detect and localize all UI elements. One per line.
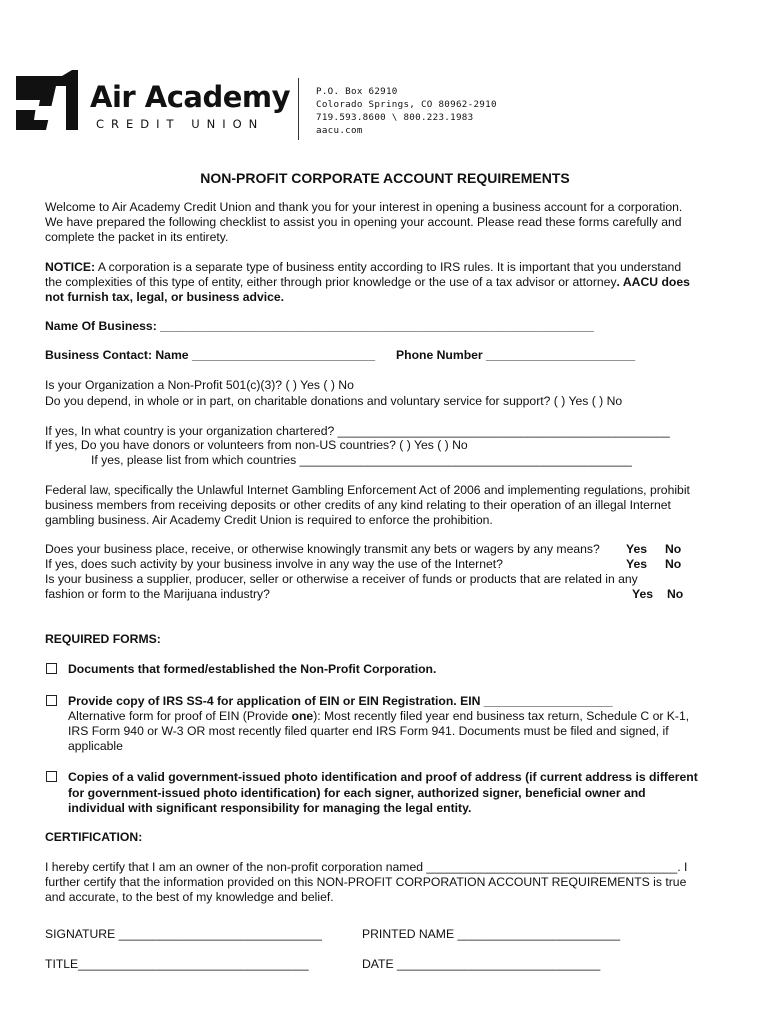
gambling-question-2: If yes, does such activity by your business involve in any way the use of the Internet?	[45, 557, 503, 571]
date-field[interactable]: DATE ______________________________	[362, 957, 601, 971]
certification-line-1[interactable]: I hereby certify that I am an owner of the non-profit corporation named _____________________________________. I	[45, 860, 688, 874]
intro-line-1: Welcome to Air Academy Credit Union and thank you for your interest in opening a business account for a corporation.	[45, 200, 683, 214]
notice-line-2	[45, 275, 690, 290]
notice-line-1	[45, 260, 681, 275]
certification-line-2: further certify that the information provided on this NON-PROFIT CORPORATION ACCOUNT REQUIREMENTS is true	[45, 875, 687, 889]
federal-law-line-3: gambling business. Air Academy Credit Union is required to enforce the prohibition.	[45, 513, 493, 527]
question-country-list[interactable]: If yes, please list from which countries _________________________________________________	[91, 453, 632, 467]
notice-text-2: the complexities of this type of entity, either through prior knowledge or the use of a tax advisor or attorney	[45, 275, 617, 289]
alt-pre: Alternative form for proof of EIN (Provide	[68, 709, 292, 723]
business-contact-field[interactable]: Business Contact: Name ___________________________	[45, 348, 375, 362]
page-title: NON-PROFIT CORPORATE ACCOUNT REQUIREMENTS	[200, 170, 570, 186]
federal-law-line-1: Federal law, specifically the Unlawful Internet Gambling Enforcement Act of 2006 and implementing regulations, prohibit	[45, 483, 690, 497]
printed-name-field[interactable]: PRINTED NAME ________________________	[362, 927, 621, 941]
address-website: aacu.com	[316, 125, 363, 136]
notice-text-1: A corporation is a separate type of business entity according to IRS rules. It is important that you understand	[95, 260, 682, 274]
checkbox-formation-documents[interactable]	[46, 663, 57, 674]
brand-subtitle: CREDIT UNION	[96, 117, 265, 131]
gambling-q1-yes[interactable]: Yes	[626, 542, 648, 556]
gambling-question-1: Does your business place, receive, or otherwise knowingly transmit any bets or wagers by any means?	[45, 542, 600, 556]
required-form-3-line-1: Copies of a valid government-issued photo identification and proof of address (if current address is different	[68, 770, 698, 784]
question-501c3[interactable]: Is your Organization a Non-Profit 501(c)(3)? ( ) Yes ( ) No	[45, 378, 354, 392]
question-foreign-donors[interactable]: If yes, Do you have donors or volunteers from non-US countries? ( ) Yes ( ) No	[45, 438, 468, 452]
question-charitable[interactable]: Do you depend, in whole or in part, on charitable donations and voluntary service for support? ( ) Yes ( ) No	[45, 394, 623, 408]
gambling-q3-no[interactable]: No	[667, 587, 684, 601]
certification-heading: CERTIFICATION:	[45, 830, 143, 844]
required-form-3-line-2: for government-issued photo identification) for each signer, authorized signer, beneficial owner and	[68, 786, 646, 800]
gambling-question-3b: fashion or form to the Marijuana industry?	[45, 587, 270, 601]
signature-field[interactable]: SIGNATURE ______________________________	[45, 927, 322, 941]
name-of-business-field[interactable]: Name Of Business: ________________________________________________________________	[45, 319, 594, 333]
brand-name: Air Academy	[90, 80, 291, 114]
gambling-q1-no[interactable]: No	[665, 542, 682, 556]
checkbox-ein[interactable]	[46, 695, 57, 706]
required-form-2-line-4: applicable	[68, 739, 123, 753]
federal-law-line-2: business members from receiving deposits or other credits of any kind relating to their operation of an illegal Internet	[45, 498, 671, 512]
notice-label: NOTICE:	[45, 260, 96, 274]
address-po-box: P.O. Box 62910	[316, 86, 398, 97]
required-form-2-line-3: IRS Form 940 or W-3 OR most recently filed quarter end IRS Form 941. Documents must be filed and signed, if	[68, 724, 669, 738]
title-field[interactable]: TITLE__________________________________	[45, 957, 309, 971]
header-divider	[298, 78, 299, 140]
gambling-q3-yes[interactable]: Yes	[632, 587, 654, 601]
required-form-1: Documents that formed/established the Non-Profit Corporation.	[68, 662, 437, 676]
certification-line-3: and accurate, to the best of my knowledge and belief.	[45, 890, 334, 904]
logo-mark-icon	[16, 70, 86, 134]
required-form-2: Provide copy of IRS SS-4 for application of EIN or EIN Registration. EIN ___________________	[68, 694, 613, 708]
required-form-2-alt	[68, 709, 689, 724]
address-block	[316, 85, 497, 137]
phone-number-field[interactable]: Phone Number ______________________	[396, 348, 636, 362]
checkbox-photo-id[interactable]	[46, 771, 57, 782]
gambling-q2-no[interactable]: No	[665, 557, 682, 571]
gambling-q2-yes[interactable]: Yes	[626, 557, 648, 571]
alt-post: ): Most recently filed year end business tax return, Schedule C or K-1,	[313, 709, 690, 723]
alt-bold: one	[291, 709, 314, 723]
required-forms-heading: REQUIRED FORMS:	[45, 632, 161, 646]
intro-line-2: We have prepared the following checklist to assist you in opening your account. Please read these forms carefully and	[45, 215, 682, 229]
address-phone: 719.593.8600 \ 800.223.1983	[316, 112, 474, 123]
required-form-3-line-3: individual with significant responsibility for managing the legal entity.	[68, 801, 472, 815]
intro-line-3: complete the packet in its entirety.	[45, 230, 229, 244]
notice-text-2-bold: . AACU does	[616, 275, 690, 289]
notice-line-3: not furnish tax, legal, or business advice.	[45, 290, 285, 304]
question-chartered-country[interactable]: If yes, In what country is your organization chartered? _________________________________________________	[45, 424, 670, 438]
gambling-question-3a: Is your business a supplier, producer, seller or otherwise a receiver of funds or products that are related in any	[45, 572, 638, 586]
address-city: Colorado Springs, CO 80962-2910	[316, 99, 497, 110]
logo	[16, 70, 291, 134]
